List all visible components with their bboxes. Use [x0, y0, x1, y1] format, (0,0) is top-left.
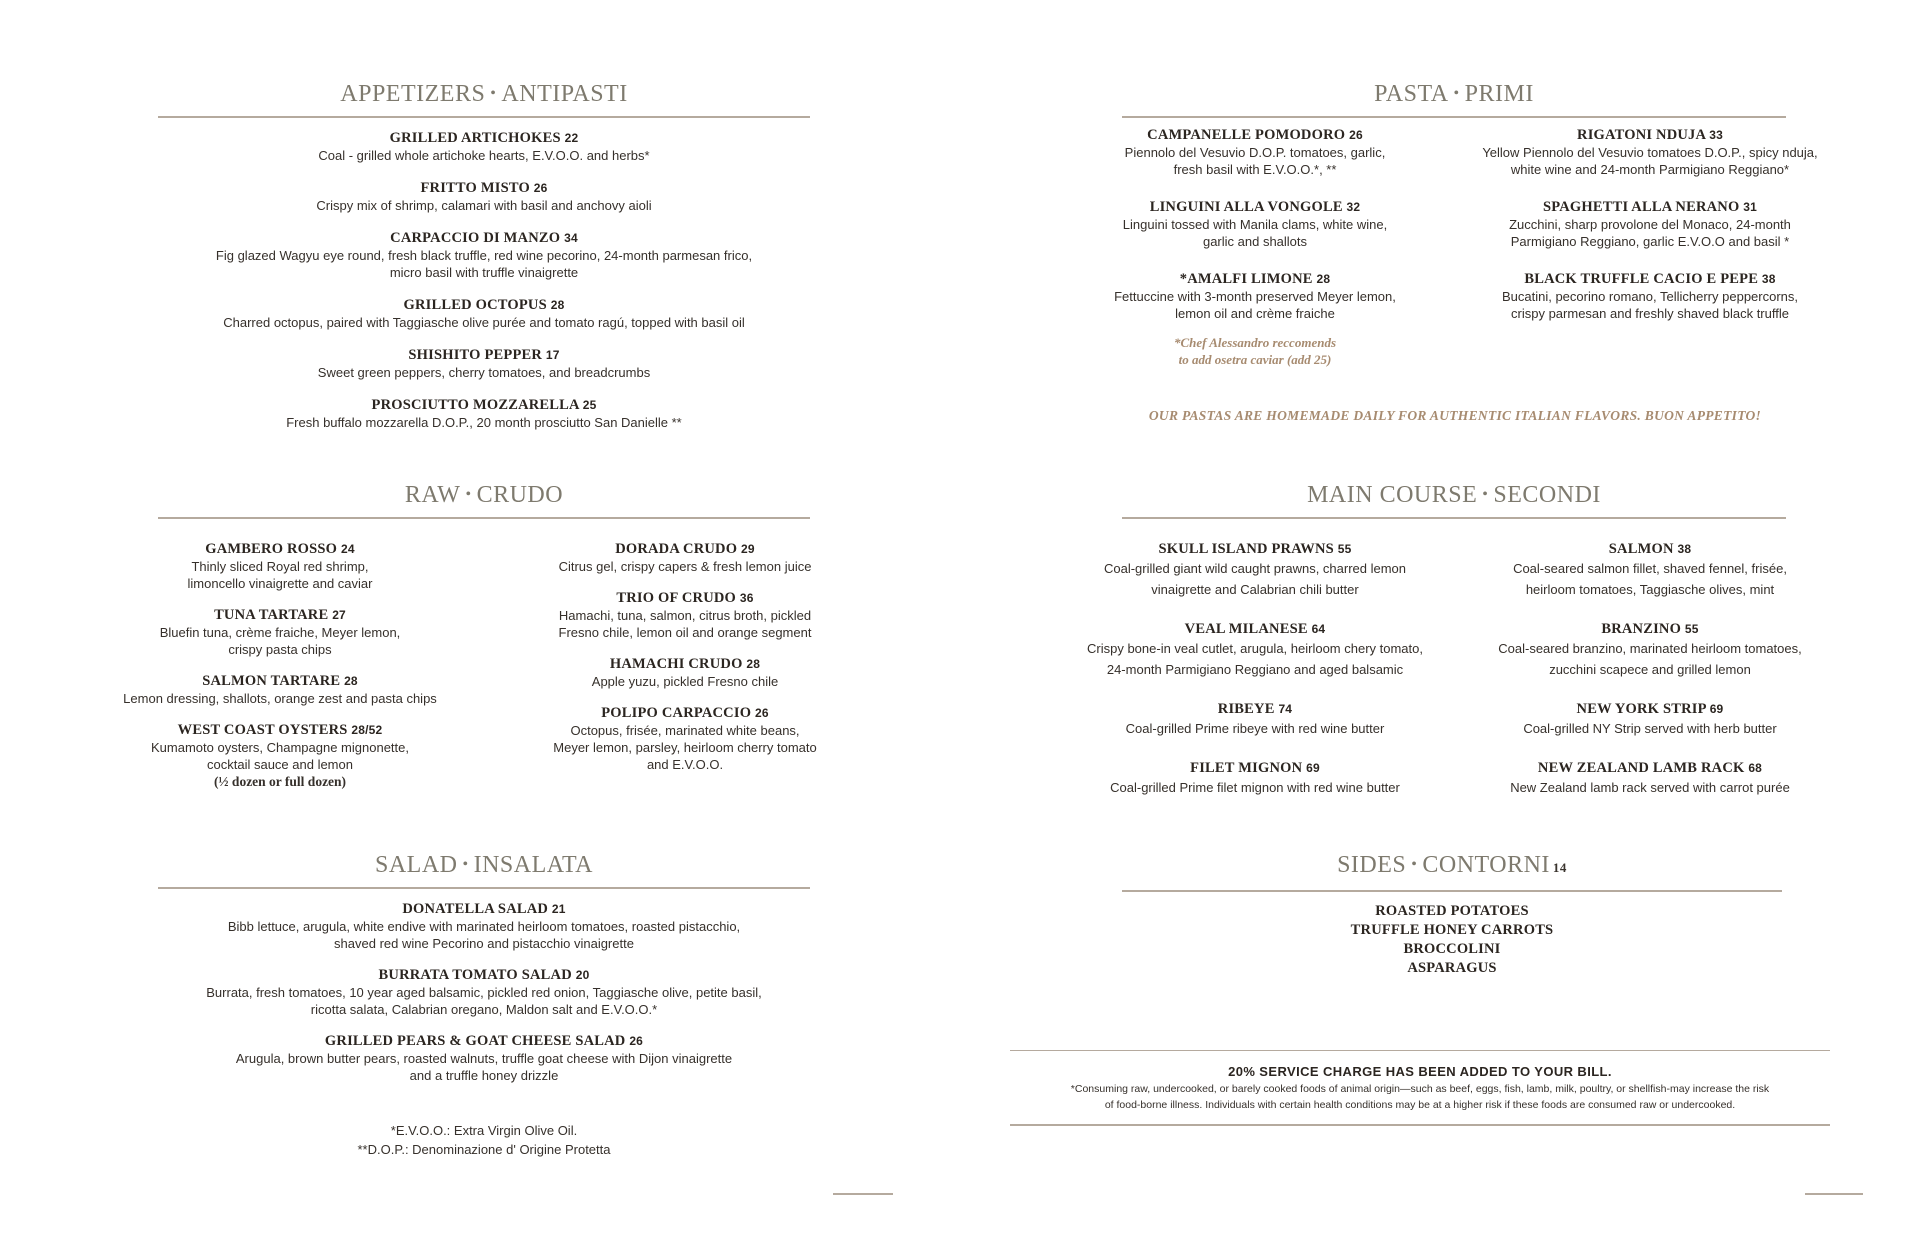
menu-item: NEW YORK STRIP 69 Coal-grilled NY Strip served with herb butter: [1523, 701, 1777, 736]
menu-item: GRILLED OCTOPUS 28 Charred octopus, paired with Taggiasche olive purée and tomato ragú, topped with basil oil: [223, 297, 745, 330]
menu-item: BRANZINO 55 Coal-seared branzino, marinated heirloom tomatoes, zucchini scapece and grilled lemon: [1498, 621, 1802, 677]
salad-section: [158, 851, 810, 1159]
page-corner-rule-left: [833, 1193, 893, 1195]
raw-right-column: [505, 540, 865, 773]
menu-item: LINGUINI ALLA VONGOLE 32 Linguini tossed with Manila clams, white wine, garlic and shallots: [1122, 199, 1388, 249]
menu-item: SALMON TARTARE 28 Lemon dressing, shallots, orange zest and pasta chips: [123, 673, 437, 706]
menu-item: WEST COAST OYSTERS 28/52 Kumamoto oysters, Champagne mignonette, cocktail sauce and lemon (½ dozen or full dozen): [151, 722, 409, 789]
menu-item: BLACK TRUFFLE CACIO E PEPE 38 Bucatini, pecorino romano, Tellicherry peppercorns, crispy parmesan and freshly shaved black truffle: [1501, 271, 1799, 321]
pasta-left-column: [1075, 126, 1435, 368]
main-title: MAIN COURSE • SECONDI: [1307, 482, 1601, 508]
menu-item: TRIO OF CRUDO 36 Hamachi, tuna, salmon, citrus broth, pickled Fresno chile, lemon oil and orange segment: [558, 590, 812, 640]
pasta-rule: [1122, 116, 1786, 118]
menu-item: RIGATONI NDUJA 33 Yellow Piennolo del Vesuvio tomatoes D.O.P., spicy nduja, white wine and 24-month Parmigiano Reggiano*: [1482, 127, 1818, 177]
main-left-column: [1060, 540, 1450, 798]
raw-left-column: [100, 540, 460, 790]
main-right-column: [1465, 540, 1835, 798]
salad-title: SALAD • INSALATA: [374, 852, 594, 878]
menu-item: VEAL MILANESE 64 Crispy bone-in veal cutlet, arugula, heirloom chery tomato, 24-month Parmigiano Reggiano and aged balsamic: [1087, 621, 1423, 677]
sides-section: [1122, 851, 1782, 978]
appetizers-title: APPETIZERS • ANTIPASTI: [340, 81, 628, 107]
menu-item: NEW ZEALAND LAMB RACK 68 New Zealand lamb rack served with carrot purée: [1510, 760, 1790, 795]
menu-item: DONATELLA SALAD 21 Bibb lettuce, arugula, white endive with marinated heirloom tomatoes, roasted pistacchio, shaved red wine Pecorino and pistacchio vinaigrette: [227, 901, 741, 951]
notice-rule-top: [1010, 1050, 1830, 1051]
footnote-dop: **D.O.P.: Denominazione d' Origine Protetta: [357, 1142, 611, 1157]
menu-item: HAMACHI CRUDO 28 Apple yuzu, pickled Fresno chile: [591, 656, 779, 689]
menu-item: BURRATA TOMATO SALAD 20 Burrata, fresh tomatoes, 10 year aged balsamic, pickled red onion, Taggiasche olive, petite basil, ricotta salata, Calabrian oregano, Maldon salt and E.V.O.O.*: [206, 967, 762, 1017]
menu-item: FRITTO MISTO 26 Crispy mix of shrimp, calamari with basil and anchovy aioli: [316, 180, 652, 213]
pasta-banner: OUR PASTAS ARE HOMEMADE DAILY FOR AUTHENTIC ITALIAN FLAVORS. BUON APPETITO!: [1148, 408, 1762, 423]
list-item: TRUFFLE HONEY CARROTS: [1350, 922, 1554, 938]
pasta-right-column: [1450, 126, 1850, 322]
appetizers-section: [158, 80, 810, 431]
menu-item: SKULL ISLAND PRAWNS 55 Coal-grilled giant wild caught prawns, charred lemon vinaigrette and Calabrian chili butter: [1103, 541, 1407, 597]
appetizers-rule: [158, 116, 810, 118]
salad-rule: [158, 887, 810, 889]
menu-item: GRILLED PEARS & GOAT CHEESE SALAD 26 Arugula, brown butter pears, roasted walnuts, truffle goat cheese with Dijon vinaigrette and a truffle honey drizzle: [235, 1033, 733, 1083]
menu-item: CAMPANELLE POMODORO 26 Piennolo del Vesuvio D.O.P. tomatoes, garlic, fresh basil with E.V.O.O.*, **: [1124, 127, 1386, 177]
menu-item: *AMALFI LIMONE 28 Fettuccine with 3-month preserved Meyer lemon, lemon oil and crème fraiche: [1114, 271, 1396, 321]
pasta-title: PASTA • PRIMI: [1374, 81, 1534, 107]
menu-item: PROSCIUTTO MOZZARELLA 25 Fresh buffalo mozzarella D.O.P., 20 month prosciutto San Danielle **: [286, 397, 682, 430]
raw-section: [158, 481, 810, 519]
sides-list: [1122, 902, 1782, 978]
raw-rule: [158, 517, 810, 519]
page-corner-rule-right: [1805, 1193, 1863, 1195]
sides-title: SIDES • CONTORNI 14: [1337, 852, 1567, 878]
service-notice: [1010, 1050, 1830, 1126]
list-item: ROASTED POTATOES: [1375, 903, 1529, 919]
footnote-evoo: *E.V.O.O.: Extra Virgin Olive Oil.: [390, 1123, 578, 1138]
menu-item: POLIPO CARPACCIO 26 Octopus, frisée, marinated white beans, Meyer lemon, parsley, heirloom cherry tomato and E.V.O.O.: [553, 705, 817, 772]
menu-item: GRILLED ARTICHOKES 22 Coal - grilled whole artichoke hearts, E.V.O.O. and herbs*: [318, 130, 650, 163]
list-item: ASPARAGUS: [1407, 960, 1497, 976]
sides-rule: [1122, 890, 1782, 892]
pasta-section: [1122, 80, 1786, 118]
menu-item: SPAGHETTI ALLA NERANO 31 Zucchini, sharp provolone del Monaco, 24-month Parmigiano Reggiano, garlic E.V.O.O and basil *: [1509, 199, 1791, 249]
menu-item: DORADA CRUDO 29 Citrus gel, crispy capers & fresh lemon juice: [558, 541, 812, 574]
menu-item: RIBEYE 74 Coal-grilled Prime ribeye with red wine butter: [1125, 701, 1385, 736]
footnotes: [158, 1121, 810, 1159]
main-section: [1122, 481, 1786, 519]
notice-rule-bottom: [1010, 1124, 1830, 1126]
service-charge-headline: 20% SERVICE CHARGE HAS BEEN ADDED TO YOUR BILL.: [1228, 1064, 1612, 1079]
consumer-advisory: *Consuming raw, undercooked, or barely cooked foods of animal origin—such as beef, eggs, fish, lamb, milk, poultry, or shellfish-may increase the risk of food-borne illness. Individuals with certain health conditions may be at a higher risk if these foods are consumed raw or undercooked.: [1070, 1083, 1770, 1111]
menu-item: GAMBERO ROSSO 24 Thinly sliced Royal red shrimp, limoncello vinaigrette and caviar: [187, 541, 373, 591]
menu-item: SHISHITO PEPPER 17 Sweet green peppers, cherry tomatoes, and breadcrumbs: [317, 347, 651, 380]
chef-note: *Chef Alessandro reccomends to add osetra caviar (add 25): [1173, 335, 1337, 367]
menu-item: FILET MIGNON 69 Coal-grilled Prime filet mignon with red wine butter: [1110, 760, 1400, 795]
raw-title: RAW • CRUDO: [404, 482, 564, 508]
main-rule: [1122, 517, 1786, 519]
menu-item: TUNA TARTARE 27 Bluefin tuna, crème fraiche, Meyer lemon, crispy pasta chips: [159, 607, 401, 657]
list-item: BROCCOLINI: [1403, 941, 1501, 957]
menu-item: SALMON 38 Coal-seared salmon fillet, shaved fennel, frisée, heirloom tomatoes, Taggiasche olives, mint: [1513, 541, 1787, 597]
menu-item: CARPACCIO DI MANZO 34 Fig glazed Wagyu eye round, fresh black truffle, red wine pecorino, 24-month parmesan frico, micro basil with truffle vinaigrette: [215, 230, 753, 280]
